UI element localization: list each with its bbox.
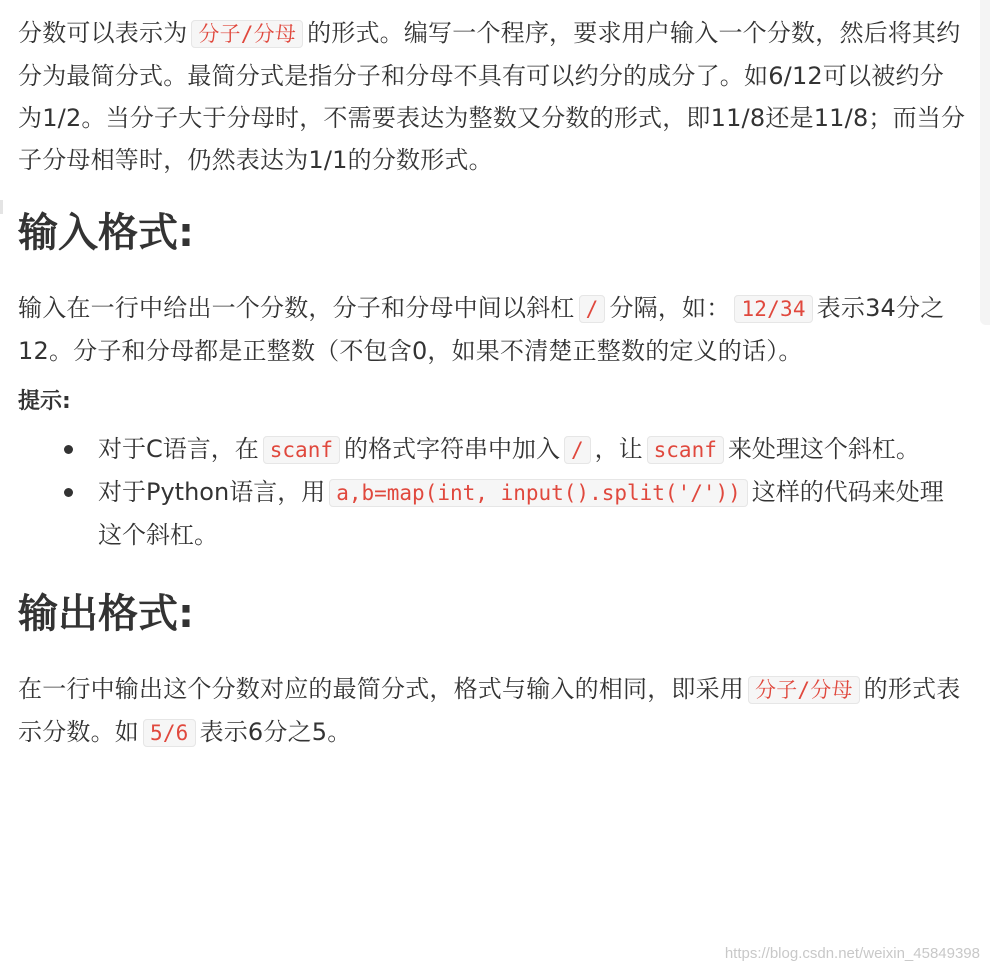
intro-text-1: 分数可以表示为 <box>18 19 188 47</box>
output-text-1: 在一行中输出这个分数对应的最简分式，格式与输入的相同，即采用 <box>18 675 744 703</box>
problem-description <box>18 12 966 754</box>
inline-code-slash: / <box>579 295 606 323</box>
inline-code-slash: / <box>564 436 591 464</box>
input-format-heading: 输入格式: <box>18 210 194 256</box>
output-text-2: 的形式表示分数。如 <box>18 675 961 746</box>
inline-code-scanf: scanf <box>263 436 340 464</box>
left-edge-mark <box>0 200 3 214</box>
scrollbar[interactable] <box>980 0 990 325</box>
hint-c-text-2: 的格式字符串中加入 <box>343 435 560 463</box>
bullet-icon <box>64 488 73 497</box>
hint-list <box>18 428 966 556</box>
hint-c-text-3: ，让 <box>594 435 643 463</box>
output-format-heading: 输出格式: <box>18 591 194 637</box>
inline-code-python: a,b=map(int, input().split('/')) <box>329 479 748 507</box>
inline-code-scanf: scanf <box>647 436 724 464</box>
intro-paragraph <box>18 12 966 181</box>
input-text-1: 输入在一行中给出一个分数，分子和分母中间以斜杠 <box>18 294 575 322</box>
watermark: https://blog.csdn.net/weixin_45849398 <box>724 945 980 962</box>
list-item <box>98 471 966 556</box>
input-format-paragraph <box>18 287 966 372</box>
output-text-3: 表示6分之5。 <box>199 718 352 746</box>
inline-code-example: 12/34 <box>734 295 812 323</box>
output-format-paragraph <box>18 668 966 754</box>
list-item <box>98 428 966 471</box>
hint-c-text-4: 来处理这个斜杠。 <box>727 435 920 463</box>
hint-c-text-1: 对于C语言，在 <box>98 435 259 463</box>
bullet-icon <box>64 445 73 454</box>
hint-title: 提示: <box>18 389 71 414</box>
inline-code-example: 5/6 <box>143 719 196 747</box>
input-text-3: 表示34分之12。分子和分母都是正整数（不包含0，如果不清楚正整数的定义的话）。 <box>18 294 945 365</box>
hint-python-text-1: 对于Python语言，用 <box>98 478 326 506</box>
intro-text-2: 的形式。编写一个程序，要求用户输入一个分数，然后将其约分为最简分式。最简分式是指分子和分母不具有可以约分的成分了。如6/12可以被约分为1/2。当分子大于分母时，不需要表达为整数又分数的形式，即11/8还是11/8；而当分子分母相等时，仍然表达为1/1的分数形式。 <box>18 19 966 174</box>
inline-code-fraction: 分子/分母 <box>748 676 860 704</box>
inline-code-fraction: 分子/分母 <box>191 20 303 48</box>
input-text-2: 分隔，如： <box>609 294 731 322</box>
hint-python-text-2: 这样的代码来处理这个斜杠。 <box>98 478 944 549</box>
